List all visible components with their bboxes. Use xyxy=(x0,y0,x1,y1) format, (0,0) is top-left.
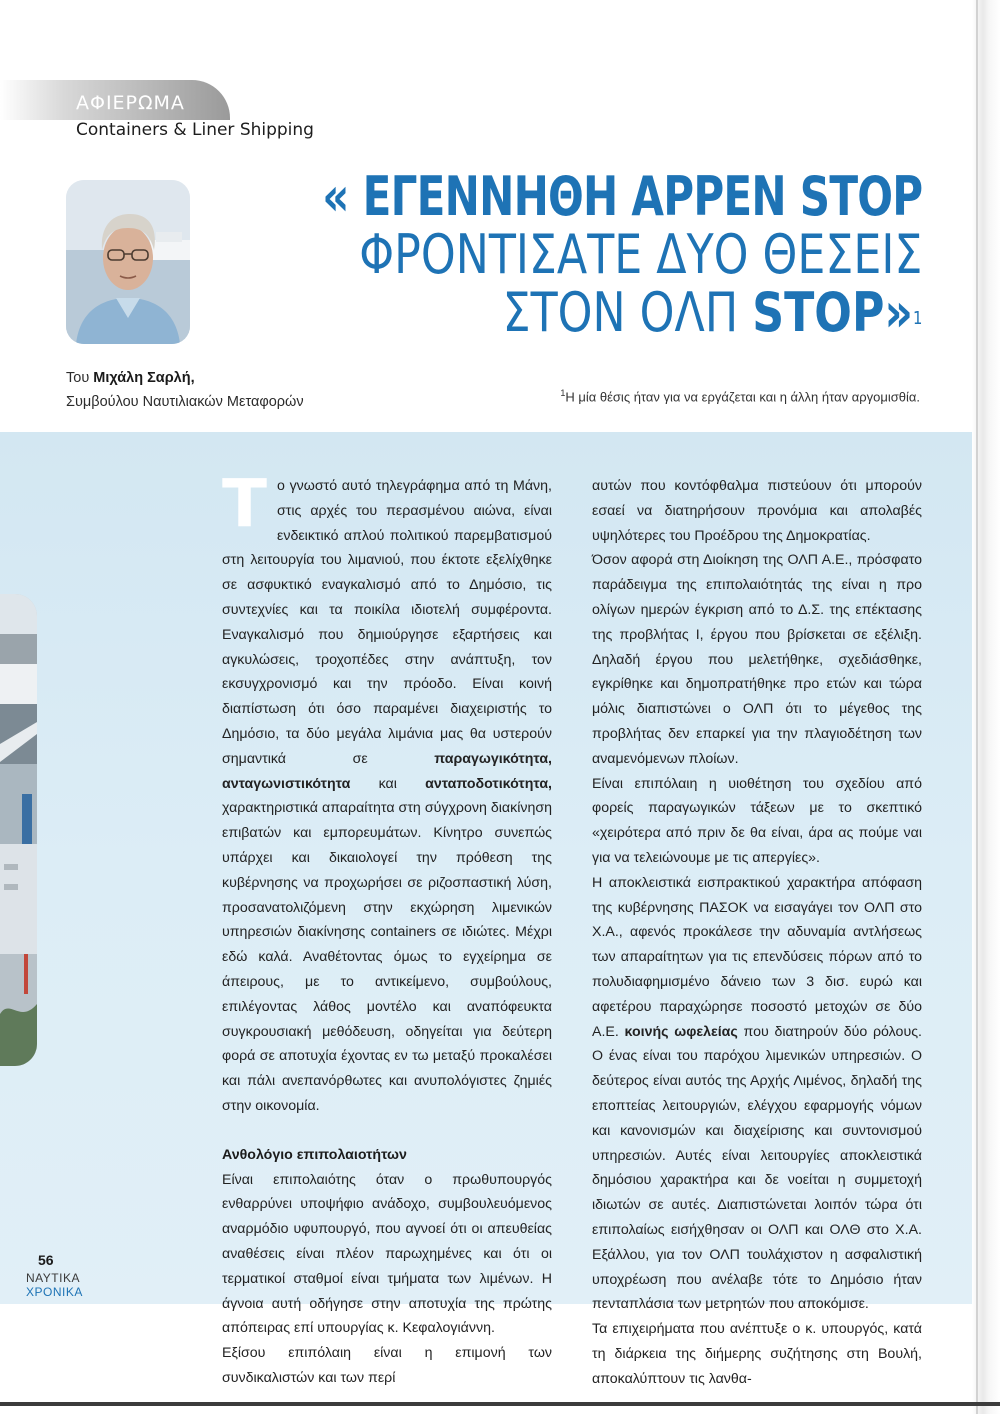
article-column-1 xyxy=(222,465,552,1391)
paragraph-2: Είναι επιπολαιότης όταν ο πρωθυπουργός ενθαρρύνει υποψήφιο ανάδοχο, συμβουλευόμενος αναρμόδιο υφυπουργό, που αγνοεί ότι οι απευθείας αναθέσεις είναι πλέον παρωχημένες και ότι οι τερματικοί σταθμοί είναι τμήματα των λιμένων. Η άγνοια αυτή οδήγησε στην αποτυχία της πρώτης απόπειρας επί υπουργίας κ. Κεφαλογιάννη. xyxy=(222,1171,552,1337)
page-bottom-rule xyxy=(0,1402,1000,1406)
paragraph-1 xyxy=(222,465,552,1119)
title-line-2: ΦΡΟΝΤΙΣΑΤΕ ΔΥΟ ΘΕΣΕΙΣ xyxy=(358,223,922,286)
paragraph-4: αυτών που κοντόφθαλμα πιστεύουν ότι μπορούν εσαεί να διατηρήσουν προνόμια και απολαβές υψηλότερες του Προέδρου της Δημοκρατίας. xyxy=(592,478,922,544)
article-column-2 xyxy=(592,474,922,1391)
title-line-3-bold: STOP» xyxy=(751,281,913,344)
byline-prefix: Του xyxy=(66,370,94,386)
paragraph-1-text: ο γνωστό αυτό τηλεγράφημα από τη Μάνη, στις αρχές του περασμένου αιώνα, είναι ενδεικτικό απλού πολιτικού παρεμβατισμού στη λειτουργία του λιμανιού, που έκτοτε εξελίχθηκε σε ασφυκτικό εναγκαλισμό από το Δημόσιο, τις συντεχνίες και τα ποικίλα ιδιοτελή συμφέροντα. Εναγκαλισμό που δημιούργησε εξαρτήσεις και αγκυλώσεις, τροχοπέδες στην ανάπτυξη, τον εκσυγχρονισμό και την πρόοδο. Είναι κοινή διαπίστωση ότι όσο παραμένει διαχειριστής το Δημόσιο, τα δύο μεγάλα λιμάνια μας θα υστερούν σημαντικά σε xyxy=(222,478,552,767)
paragraph-7-bold: κοινής ωφελείας xyxy=(624,1023,738,1040)
paragraph-6: Είναι επιπόλαιη η υιοθέτηση του σχεδίου από φορείς παραγωγικών τάξεων με το σκεπτικό «χειρότερα από πριν δε θα είναι, άρα ας πούμε ναι για να τελειώνουμε με τις απεργίες». xyxy=(592,775,922,866)
publication-name-line-1: ΝΑΥΤΙΚΑ xyxy=(26,1271,80,1285)
title-line-3-text: ΣΤΟΝ ΟΛΠ xyxy=(502,281,752,344)
paragraph-1-end: χαρακτηριστικά απαραίτητα στη σύγχρονη διακίνηση επιβατών και εμπορευμάτων. Κίνητρο συνεπώς υπάρχει και δικαιολογεί την πρόθεση της κυβέρνησης να προχωρήσει σε ριζοσπαστική λύση, προσανατολιζόμενη στην εκχώρηση λιμενικών υπηρεσιών διακίνησης containers σε ιδιώτες. Μέχρι εδώ καλά. Αναθέτοντας όμως το εγχείρημα σε άπειρους, με το αντικείμενο, συμβούλους, επιλέγοντας λάθος μοντέλο και αναπόφευκτα συγκρουσιακή μεθόδευση, οδηγείται για δεύτερη φορά σε αποτυχία έχοντας εν τω μεταξύ προκαλέσει και πάλι ανεπανόρθωτες και ανυπολόγιστες ζημιές στην οικονομία. xyxy=(222,800,552,1114)
footnote-text: Η μία θέσις ήταν για να εργάζεται και η άλλη ήταν αργομισθία. xyxy=(565,389,920,405)
article-title xyxy=(153,165,922,344)
paragraph-5: Όσον αφορά στη Διοίκηση της ΟΛΠ Α.Ε., πρόσφατο παράδειγμα της επιπολαιότητάς της είναι η προ ολίγων ημερών έγκριση από το Δ.Σ. της επέκτασης της προβλήτας Ι, έργου που βρίσκεται σε εξέλιξη. Δηλαδή έργου που μελετήθηκε, σχεδιάσθηκε, εγκρίθηκε και δημοπρατήθηκε προ ετών και τώρα μόλις διαπιστώνει ο ΟΛΠ ότι το μέγεθος της προβλήτας δεν επαρκεί για την πλαγιοδέτηση των αναμενόμενων πλοίων. xyxy=(592,552,922,767)
paragraph-8: Τα επιχειρήματα που ανέπτυξε ο κ. υπουργός, κατά τη διάρκεια της διήμερης συζήτησης στη Βουλή, αποκαλύπτουν τις λανθα- xyxy=(592,1321,922,1387)
title-footnote-marker: 1 xyxy=(912,308,922,329)
paragraph-7-text: Η αποκλειστικά εισπρακτικού χαρακτήρα απόφαση της κυβέρνησης ΠΑΣΟΚ να εισαγάγει τον ΟΛΠ στο Χ.Α., αφενός προκάλεσε την αδυναμία αντλήσεως των απαραίτητων για τις επενδύσεις πόρων από το πολυδιαφημισμένο δάνειο των 3 δισ. ευρώ και αφετέρου παραχώρησε ποσοστό μετοχών σε δύο Α.Ε. xyxy=(592,874,922,1040)
paragraph-7 xyxy=(592,871,922,1317)
harbor-photo-image xyxy=(0,594,37,1066)
section-subtitle: Containers & Liner Shipping xyxy=(76,120,314,140)
harbor-photo xyxy=(0,594,37,1066)
paragraph-1-bold-1: παραγωγικότητα, ανταγωνιστικότητα xyxy=(222,750,552,792)
title-line-3 xyxy=(291,281,922,344)
byline xyxy=(66,366,304,414)
byline-role: Συμβούλου Ναυτιλιακών Μεταφορών xyxy=(66,394,304,410)
scan-edge-line xyxy=(976,0,978,1414)
title-line-1: « ΕΓΕΝΝΗΘΗ APPEN STOP xyxy=(321,165,922,228)
drop-cap: Τ xyxy=(222,465,268,542)
footnote-marker: 1 xyxy=(560,388,566,398)
page-number: 56 xyxy=(38,1252,54,1268)
paragraph-1-bold-2: ανταποδοτικότητα, xyxy=(425,775,552,792)
paragraph-1-and: και xyxy=(350,775,426,792)
paragraph-3: Εξίσου επιπόλαιη είναι η επιμονή των συνδικαλιστών και των περί xyxy=(222,1345,552,1386)
subheading: Ανθολόγιο επιπολαιοτήτων xyxy=(222,1146,407,1163)
paragraph-7-end: που διατηρούν δύο ρόλους. Ο ένας είναι του παρόχου λιμενικών υπηρεσιών. Ο δεύτερος είναι αυτός της Αρχής Λιμένος, δηλαδή της εποπτείας λειτουργιών, ελέγχου εφαρμογής νόμων και κανονισμών και διαχείρισης και συντονισμού υπηρεσιών. Αυτές είναι λειτουργίες αποκλειστικά δημόσιου χαρακτήρα και δε νοείται η συμμετοχή ιδιωτών σε αυτές. Διαπιστώνεται λοιπόν τώρα ότι επιπολαίως εισήχθησαν οι ΟΛΠ και ΟΛΘ στο Χ.Α. Εξάλλου, για τον ΟΛΠ τουλάχιστον η ασφαλιστική υποχρέωση που ανέλαβε τότε το Δημόσιο ήταν πενταπλάσια των μετρητών που αποκόμισε. xyxy=(592,1023,922,1313)
section-label: ΑΦΙΕΡΩΜΑ xyxy=(76,92,185,114)
byline-author: Μιχάλη Σαρλή, xyxy=(93,370,195,386)
publication-name-line-2: ΧΡΟΝΙΚΑ xyxy=(26,1285,83,1299)
footnote xyxy=(560,388,920,404)
